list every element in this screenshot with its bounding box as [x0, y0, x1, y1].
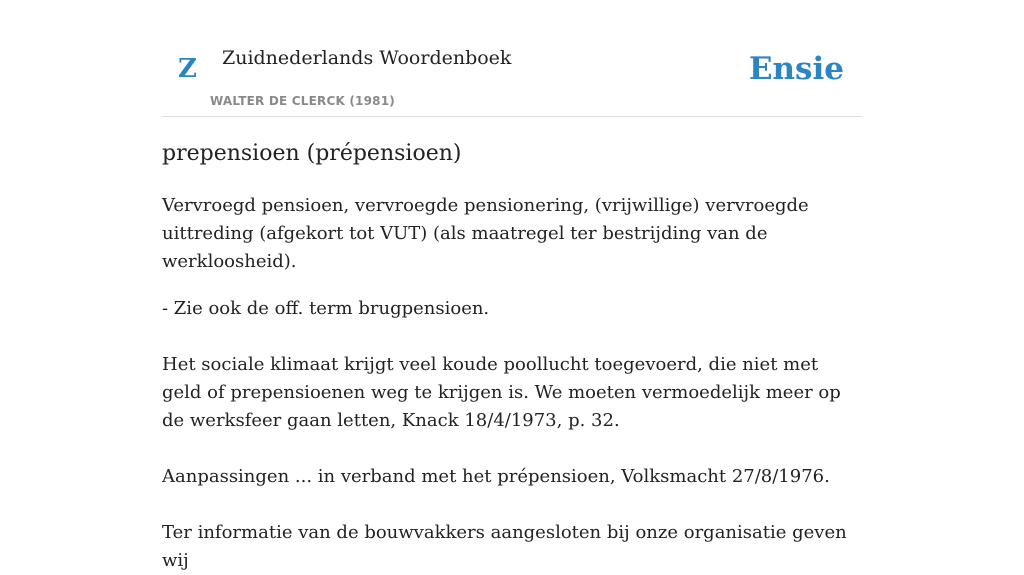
site-header — [162, 0, 862, 117]
dictionary-title[interactable]: Zuidnederlands Woordenboek — [222, 47, 512, 69]
entry-title: prepensioen (prépensioen) — [162, 141, 462, 166]
entry-quote: Ter informatie van de bouwvakkers aangesloten bij onze organisatie geven wij — [162, 522, 847, 571]
entry-content — [162, 138, 862, 575]
entry-see-also: - Zie ook de off. term brugpensioen. — [162, 298, 490, 319]
dictionary-author: WALTER DE CLERCK (1981) — [210, 94, 395, 108]
dictionary-logo-letter[interactable]: Z — [178, 54, 197, 84]
ensie-brand-logo[interactable]: Ensie — [748, 51, 844, 87]
entry-definition: Vervroegd pensioen, vervroegde pensionering, (vrijwillige) vervroegde uittreding (afgekort tot VUT) (als maatregel ter bestrijding van de werkloosheid). — [162, 195, 809, 272]
entry-quote: Het sociale klimaat krijgt veel koude poollucht toegevoerd, die niet met geld of prepensioenen weg te krijgen is. We moeten vermoedelijk meer op de werksfeer gaan letten, Knack 18/4/1973, p. 32. — [162, 354, 841, 431]
entry-quote: Aanpassingen ... in verband met het prépensioen, Volksmacht 27/8/1976. — [162, 466, 830, 487]
